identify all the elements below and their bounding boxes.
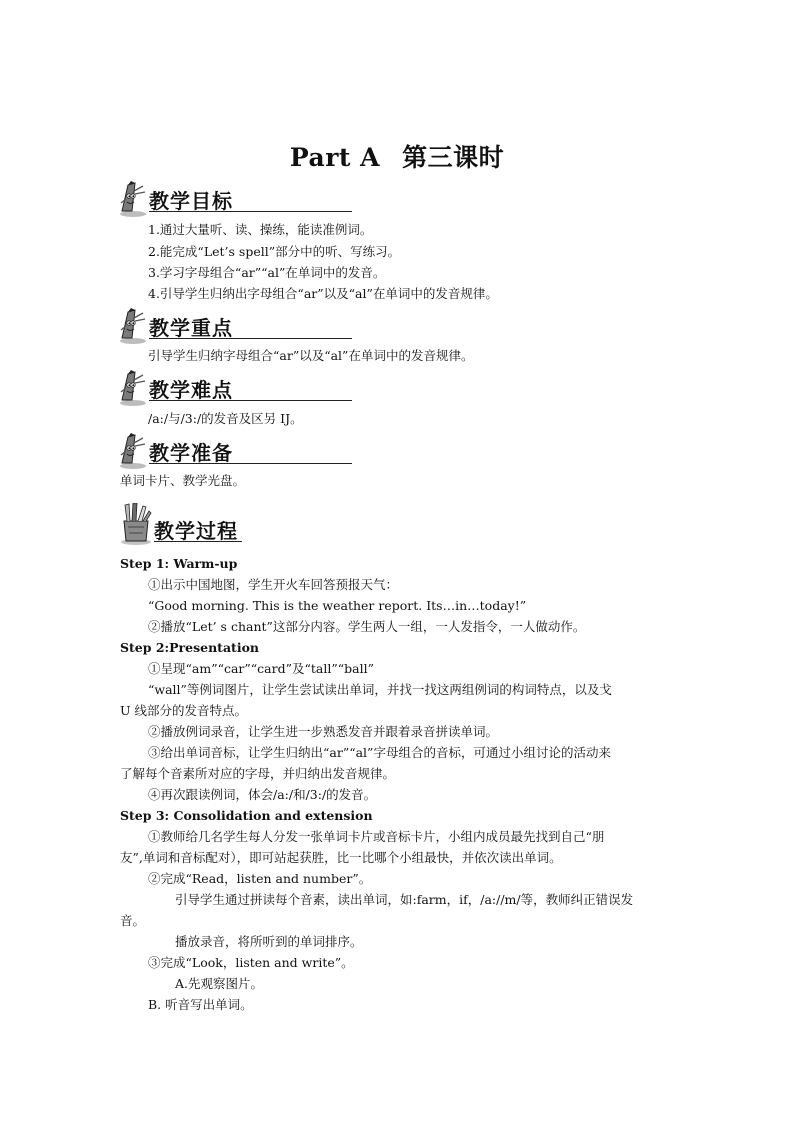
process-line: B. 听音写出单词。 (148, 997, 253, 1012)
preparation-text: 单词卡片、教学光盘。 (120, 473, 246, 488)
pencil-mascot-icon (118, 308, 148, 344)
process-line: ②播放“Let’ s chant”这部分内容。学生两人一组，一人发指令，一人做动作。 (148, 619, 586, 634)
goal-item-2: 2.能完成“Let’s spell”部分中的听、写练习。 (148, 244, 401, 259)
goal-item-1: 1.通过大量听、读、操练，能读准例词。 (148, 222, 373, 237)
page-title (0, 138, 794, 174)
process-line: “Good morning. This is the weather report. Its…in…today!” (148, 598, 527, 613)
process-line: ③给出单词音标，让学生归纳出“ar”“al”字母组合的音标，可通过小组讨论的活动来 (148, 745, 611, 760)
step-3-title: Step 3: Consolidation and extension (120, 808, 373, 823)
process-line: 了解每个音素所对应的字母，并归纳出发音规律。 (120, 766, 396, 781)
step-1-title: Step 1: Warm-up (120, 556, 238, 571)
pencil-cup-icon (118, 503, 154, 545)
process-line: A.先观察图片。 (175, 976, 264, 991)
goal-item-3: 3.学习字母组合“ar”“al”在单词中的发音。 (148, 265, 386, 280)
heading-underline (149, 338, 352, 339)
process-line: ①教师给几名学生每人分发一张单词卡片或音标卡片，小组内成员最先找到自己“朋 (148, 829, 605, 844)
step-2-title: Step 2:Presentation (120, 640, 259, 655)
process-line: 友”,单词和音标配对），即可站起获胜，比一比哪个小组最快，并依次读出单词。 (120, 850, 562, 865)
process-line: U 线部分的发音特点。 (120, 703, 248, 718)
process-line: ①出示中国地图，学生开火车回答预报天气： (148, 577, 399, 592)
difficulties-heading: 教学难点 (149, 378, 233, 402)
process-line: ②完成“Read，listen and number”。 (148, 871, 372, 886)
title-part: Part A (289, 143, 381, 172)
process-line: “wall”等例词图片，让学生尝试读出单词，并找一找这两组例词的构词特点，以及戈 (148, 682, 612, 697)
goals-heading: 教学目标 (149, 189, 233, 213)
pencil-mascot-icon (118, 370, 148, 406)
process-line: ②播放例词录音，让学生进一步熟悉发音并跟着录音拼读单词。 (148, 724, 499, 739)
process-line: ①呈现“am”“car”“card”及“tall”“ball” (148, 661, 374, 676)
process-line: ④再次跟读例词，体会/a:/和/3:/的发音。 (148, 787, 377, 802)
goal-item-4: 4.引导学生归纳出字母组合“ar”以及“al”在单词中的发音规律。 (148, 286, 498, 301)
heading-underline (154, 541, 242, 542)
process-line: 音。 (120, 913, 146, 928)
process-line: ③完成“Look，listen and write”。 (148, 955, 354, 970)
heading-underline (149, 211, 352, 212)
title-lesson: 第三课时 (402, 143, 505, 172)
heading-underline (149, 400, 352, 401)
heading-underline (149, 463, 352, 464)
key-points-heading: 教学重点 (149, 316, 233, 340)
preparation-heading: 教学准备 (149, 441, 233, 465)
pencil-mascot-icon (118, 181, 148, 217)
process-heading: 教学过程 (154, 519, 238, 543)
key-points-text: 引导学生归纳字母组合“ar”以及“al”在单词中的发音规律。 (148, 348, 474, 363)
pencil-mascot-icon (118, 433, 148, 469)
process-line: 播放录音，将所听到的单词排序。 (175, 934, 363, 949)
difficulties-text: /a:/与/3:/的发音及区另 IJ。 (148, 411, 303, 426)
process-line: 引导学生通过拼读每个音素，读出单词，如:farm，if，/a://m/等，教师纠正错误发 (175, 892, 634, 907)
